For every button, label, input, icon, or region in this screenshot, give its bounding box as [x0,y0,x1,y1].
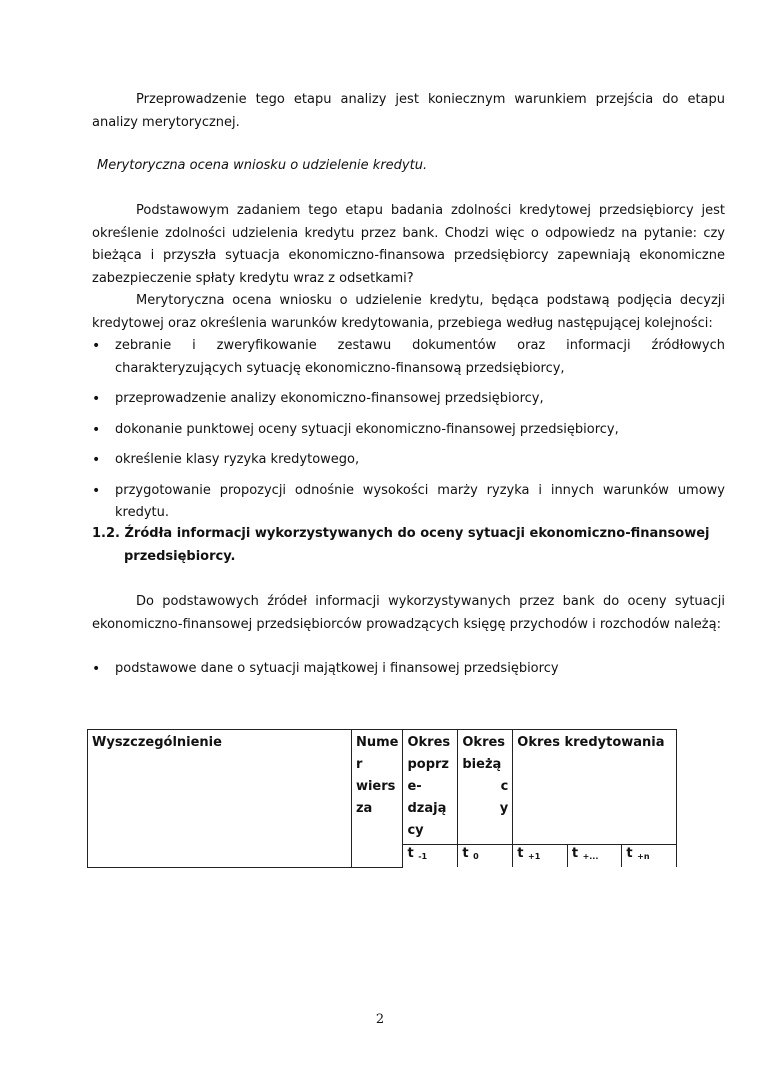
cell-t-plus-dots: t $_{+...}$ [567,845,622,868]
subheading-merytoryczna: Merytoryczna ocena wniosku o udzielenie kredytu. [97,158,428,173]
section-number: 1.2. [92,526,120,541]
cell-t-plus-n: t $_{+n}$ [622,845,677,868]
list-item: • przeprowadzenie analizy ekonomiczno-finansowej przedsiębiorcy, [92,388,725,411]
paragraph-zadanie: Podstawowym zadaniem tego etapu badania zdolności kredytowej przedsiębiorcy jest określenie zdolności udzielenia kredytu przez bank. Chodzi więc o odpowiedz na pytanie: czy bieżąca i przyszła sytuacja ekonomiczno-finansowa przedsiębiorcy zapewniają ekonomiczne zabezpieczenie spłaty kredytu wraz z odsetkami? [92,203,725,286]
list-item: • podstawowe dane o sytuacji majątkowej i finansowej przedsiębiorcy [92,658,725,681]
list-item: • przygotowanie propozycji odnośnie wysokości marży ryzyka i innych warunków umowy kredytu. [92,480,725,525]
list-item: • określenie klasy ryzyka kredytowego, [92,449,725,472]
sources-list [92,658,725,689]
paragraph-ocena: Merytoryczna ocena wniosku o udzielenie kredytu, będąca podstawą podjęcia decyzji kredytowej oraz określenia warunków kredytowania, przebiega według następującej kolejności: [92,293,725,331]
paragraph-sources: Do podstawowych źródeł informacji wykorzystywanych przez bank do oceny sytuacji ekonomiczno-finansowej przedsiębiorców prowadzących księgę przychodów i rozchodów należą: [92,594,725,632]
page-number: 2 [375,1012,385,1027]
header-numer-wiersza: Nume r wiers za [351,730,403,868]
steps-list [92,335,725,533]
section-title-line1: Źródła informacji wykorzystywanych do oceny sytuacji ekonomiczno-finansowej [124,526,710,541]
cell-t-minus-1: t $_{-1}$ [403,845,458,868]
data-table [87,729,677,868]
section-heading [92,523,725,568]
list-item: • zebranie i zweryfikowanie zestawu dokumentów oraz informacji źródłowych charakteryzujących sytuację ekonomiczno-finansową przedsiębiorcy, [92,335,725,380]
paragraph-intro: Przeprowadzenie tego etapu analizy jest koniecznym warunkiem przejścia do etapu analizy merytorycznej. [92,92,725,130]
header-okres-biezacy: Okres bieżą c y [458,730,513,845]
header-okres-kredytowania: Okres kredytowania [513,730,677,845]
cell-t-0: t $_0$ [458,845,513,868]
header-okres-poprzedzajacy: Okres poprz e- dzają cy [403,730,458,845]
cell-t-plus-1: t $_{+1}$ [513,845,568,868]
list-item: • dokonanie punktowej oceny sytuacji ekonomiczno-finansowej przedsiębiorcy, [92,419,725,442]
header-wyszczegolnienie: Wyszczególnienie [88,730,352,868]
section-title-line2: przedsiębiorcy. [124,548,236,564]
